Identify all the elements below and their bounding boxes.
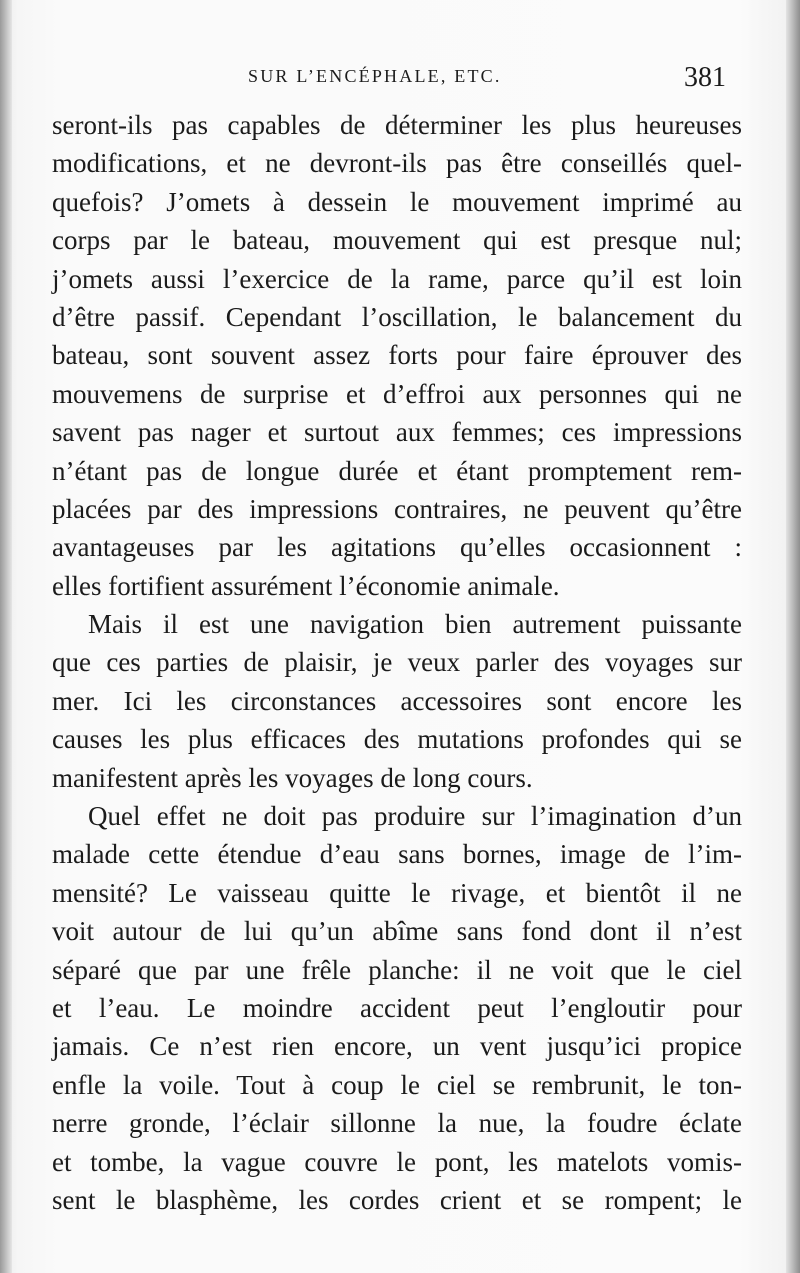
text-line: malade cette étendue d’eau sans bornes, image de l’im- (52, 839, 742, 870)
page-right-edge-shadow (786, 0, 800, 1273)
text-line: seront-ils pas capables de déterminer les plus heureuses (52, 110, 742, 140)
text-line: elles fortifient assurément l’économie animale. (52, 570, 560, 601)
text-line: et l’eau. Le moindre accident peut l’engloutir pour (52, 992, 742, 1023)
text-line: jamais. Ce n’est rien encore, un vent jusqu’ici propice (52, 1031, 742, 1062)
body-text (52, 106, 742, 1219)
text-line: d’être passif. Cependant l’oscillation, le balancement du (52, 301, 742, 332)
text-line: séparé que par une frêle planche: il ne voit que le ciel (52, 954, 742, 985)
text-line: mer. Ici les circonstances accessoires sont encore les (52, 685, 742, 716)
text-line: enfle la voile. Tout à coup le ciel se rembrunit, le ton- (52, 1069, 742, 1100)
text-line: modifications, et ne devront-ils pas être conseillés quel- (52, 148, 742, 179)
text-line: n’étant pas de longue durée et étant promptement rem- (52, 455, 742, 486)
text-line: Quel effet ne doit pas produire sur l’imagination d’un (88, 801, 742, 832)
text-line: placées par des impressions contraires, ne peuvent qu’être (52, 493, 742, 524)
running-title: SUR L’ENCÉPHALE, ETC. (248, 66, 502, 86)
text-line: mensité? Le vaisseau quitte le rivage, et bientôt il ne (52, 877, 742, 908)
text-line: et tombe, la vague couvre le pont, les matelots vomis- (52, 1146, 742, 1177)
page-number: 381 (684, 62, 726, 93)
text-line: j’omets aussi l’exercice de la rame, parce qu’il est loin (52, 263, 742, 294)
text-line: sent le blasphème, les cordes crient et se rompent; le (52, 1184, 742, 1215)
text-line: bateau, sont souvent assez forts pour faire éprouver des (52, 340, 742, 371)
text-line: Mais il est une navigation bien autrement puissante (88, 609, 742, 640)
text-line: mouvemens de surprise et d’effroi aux personnes qui ne (52, 378, 742, 409)
text-line: nerre gronde, l’éclair sillonne la nue, la foudre éclate (52, 1108, 742, 1139)
text-line: corps par le bateau, mouvement qui est presque nul; (52, 225, 742, 256)
text-line: que ces parties de plaisir, je veux parler des voyages sur (52, 647, 742, 678)
text-line: causes les plus efficaces des mutations profondes qui se (52, 724, 742, 755)
text-line: savent pas nager et surtout aux femmes; ces impressions (52, 417, 742, 448)
page-left-edge-shadow (0, 0, 12, 1273)
text-line: avantageuses par les agitations qu’elles occasionnent : (52, 532, 742, 563)
text-line: manifestent après les voyages de long cours. (52, 762, 533, 793)
text-line: quefois? J’omets à dessein le mouvement imprimé au (52, 186, 742, 217)
text-line: voit autour de lui qu’un abîme sans fond dont il n’est (52, 916, 742, 947)
running-header (0, 62, 800, 96)
